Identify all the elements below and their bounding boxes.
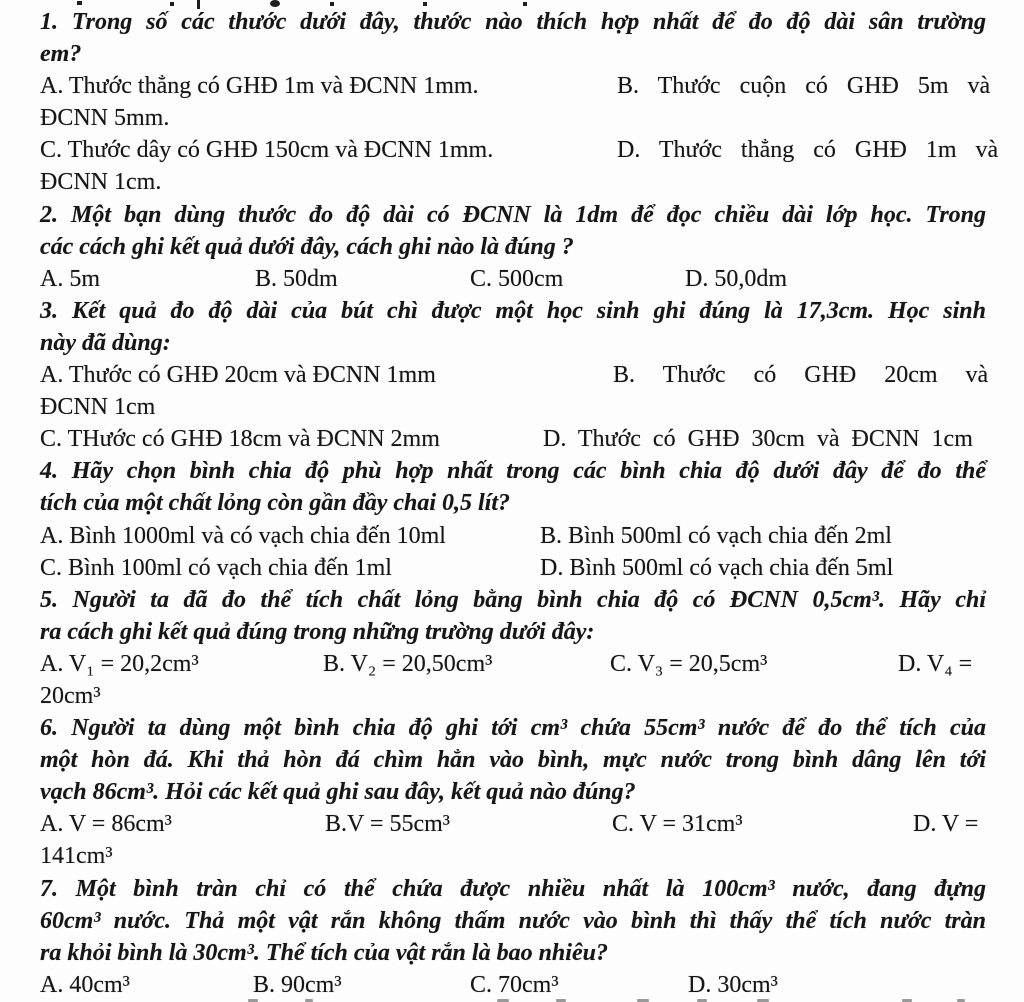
option-1a: A. Thước thẳng có GHĐ 1m và ĐCNN 1mm. bbox=[40, 73, 479, 100]
question-3-stem-line-2: này đã dùng: bbox=[40, 329, 171, 356]
option-5b: B. V₂ = 20,50cm³ bbox=[323, 650, 493, 677]
question-2-stem-line-1: 2. Một bạn dùng thước đo độ dài có ĐCNN là 1dm để đọc chiều dài lớp học. Trong bbox=[40, 201, 986, 228]
question-2-stem-line-2: các cách ghi kết quả dưới đây, cách ghi nào là đúng ? bbox=[40, 233, 574, 260]
option-4c: C. Bình 100ml có vạch chia đến 1ml bbox=[40, 554, 392, 581]
question-3-options-row-2 bbox=[40, 423, 986, 455]
option-7b: B. 90cm³ bbox=[253, 971, 342, 998]
question-7-stem-line-1: 7. Một bình tràn chỉ có thể chứa được nhiều nhất là 100cm³ nước, đang đựng bbox=[40, 875, 986, 902]
option-3b-continuation: ĐCNN 1cm bbox=[40, 394, 156, 421]
option-4a: A. Bình 1000ml và có vạch chia đến 10ml bbox=[40, 522, 446, 549]
option-3d: D. Thước có GHĐ 30cm và ĐCNN 1cm bbox=[543, 426, 973, 453]
question-6-stem-line-2: một hòn đá. Khi thả hòn đá chìm hẳn vào bình, mực nước trong bình dâng lên tới bbox=[40, 747, 986, 774]
question-5-options-row bbox=[40, 648, 986, 680]
option-2b: B. 50dm bbox=[255, 265, 338, 292]
option-7a: A. 40cm³ bbox=[40, 971, 130, 998]
option-1b-continuation: ĐCNN 5mm. bbox=[40, 105, 170, 132]
option-1b: B. Thước cuộn có GHĐ 5m và bbox=[617, 73, 991, 100]
question-5-stem-line-2: ra cách ghi kết quả đúng trong những trường dưới đây: bbox=[40, 618, 595, 645]
option-6b: B.V = 55cm³ bbox=[325, 811, 450, 838]
question-2-options-row bbox=[40, 263, 986, 295]
question-6-stem-line-3: vạch 86cm³. Hỏi các kết quả ghi sau đây, kết quả nào đúng? bbox=[40, 779, 636, 806]
question-7-stem-line-2: 60cm³ nước. Thả một vật rắn không thấm nước vào bình thì thấy thể tích nước tràn bbox=[40, 907, 986, 934]
option-6d: D. V = bbox=[913, 811, 979, 838]
question-1-stem-line-1: 1. Trong số các thước dưới đây, thước nào thích hợp nhất để đo độ dài sân trường bbox=[40, 9, 986, 35]
option-5c: C. V₃ = 20,5cm³ bbox=[610, 650, 768, 677]
option-1d: D. Thước thẳng có GHĐ 1m và bbox=[617, 137, 999, 164]
question-1-stem-line-2: em? bbox=[40, 41, 82, 68]
question-6-stem-line-1: 6. Người ta dùng một bình chia độ ghi tới cm³ chứa 55cm³ nước để đo thể tích của bbox=[40, 715, 986, 742]
option-6d-continuation: 141cm³ bbox=[40, 843, 113, 870]
option-5d-continuation: 20cm³ bbox=[40, 682, 101, 709]
option-4b: B. Bình 500ml có vạch chia đến 2ml bbox=[540, 522, 892, 549]
question-1-options-row-1 bbox=[40, 70, 991, 102]
question-4-options-row-2 bbox=[40, 552, 986, 584]
option-2d: D. 50,0dm bbox=[685, 265, 787, 292]
option-3b: B. Thước có GHĐ 20cm và bbox=[613, 362, 989, 389]
question-4-stem-line-1: 4. Hãy chọn bình chia độ phù hợp nhất trong các bình chia độ dưới đây để đo thể bbox=[40, 458, 986, 485]
option-5a: A. V₁ = 20,2cm³ bbox=[40, 650, 199, 677]
option-3c: C. THước có GHĐ 18cm và ĐCNN 2mm bbox=[40, 426, 440, 453]
question-6-options-row bbox=[40, 808, 986, 840]
option-6a: A. V = 86cm³ bbox=[40, 811, 172, 838]
option-7d: D. 30cm³ bbox=[688, 971, 778, 998]
option-5d: D. V₄ = bbox=[898, 650, 973, 677]
question-4-options-row-1 bbox=[40, 520, 986, 552]
question-3-stem-line-1: 3. Kết quả đo độ dài của bút chì được một học sinh ghi đúng là 17,3cm. Học sinh bbox=[40, 297, 986, 324]
question-3-options-row-1 bbox=[40, 359, 989, 391]
question-5-stem-line-1: 5. Người ta đã đo thể tích chất lỏng bằng bình chia độ có ĐCNN 0,5cm³. Hãy chỉ bbox=[40, 586, 986, 613]
option-7c: C. 70cm³ bbox=[470, 971, 559, 998]
question-7-stem-line-3: ra khỏi bình là 30cm³. Thể tích của vật rắn là bao nhiêu? bbox=[40, 939, 608, 966]
question-4-stem-line-2: tích của một chất lỏng còn gần đầy chai 0,5 lít? bbox=[40, 490, 511, 517]
option-6c: C. V = 31cm³ bbox=[612, 811, 743, 838]
question-1-options-row-2 bbox=[40, 134, 999, 166]
option-2a: A. 5m bbox=[40, 265, 100, 292]
question-7-options-row bbox=[40, 969, 986, 1001]
option-4d: D. Bình 500ml có vạch chia đến 5ml bbox=[540, 554, 894, 581]
option-2c: C. 500cm bbox=[470, 265, 564, 292]
option-1c: C. Thước dây có GHĐ 150cm và ĐCNN 1mm. bbox=[40, 137, 494, 164]
option-3a: A. Thước có GHĐ 20cm và ĐCNN 1mm bbox=[40, 362, 436, 389]
option-1d-continuation: ĐCNN 1cm. bbox=[40, 169, 162, 196]
